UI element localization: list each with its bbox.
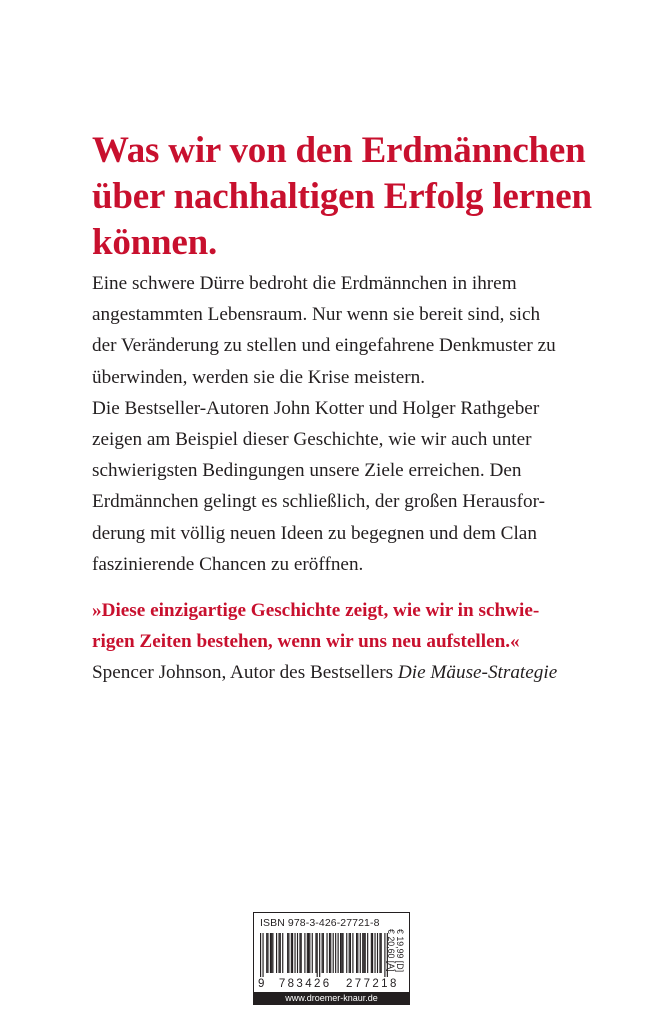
barcode-bar [363, 933, 364, 973]
isbn-label: ISBN 978-3-426-27721-8 [260, 917, 380, 929]
attribution-book-title: Die Mäuse-Strategie [397, 662, 558, 684]
barcode-bar [346, 933, 347, 973]
barcode-bar [352, 933, 353, 973]
barcode-bar [294, 933, 295, 973]
barcode-bar [262, 933, 263, 977]
barcode-icon [260, 933, 388, 977]
barcode-bar [365, 933, 366, 973]
barcode-bar [335, 933, 336, 973]
barcode-bar [301, 933, 302, 973]
barcode-bar [350, 933, 351, 973]
price-austria: € 20,60 [A] [386, 929, 396, 972]
barcode-bar [356, 933, 357, 973]
quote-line: rigen Zeiten bestehen, wenn wir uns neu aufstellen.« [92, 631, 520, 653]
barcode-bar [323, 933, 324, 973]
blurb-line: faszinierende Chancen zu eröffnen. [92, 553, 364, 575]
barcode-bar [297, 933, 298, 973]
barcode-bar [367, 933, 368, 973]
barcode-bar [381, 933, 382, 973]
blurb [92, 268, 612, 580]
barcode-bar [338, 933, 339, 973]
blurb-line: derung mit völlig neuen Ideen zu begegnen und dem Clan [92, 522, 537, 544]
headline-line: können. [92, 222, 218, 263]
barcode-bar [341, 933, 342, 973]
barcode-bar [271, 933, 272, 973]
barcode-bar [309, 933, 310, 973]
quote-line: »Diese einzigartige Geschichte zeigt, wie wir in schwie- [92, 600, 540, 621]
barcode-bar [377, 933, 378, 973]
blurb-line: Erdmännchen gelingt es schließlich, der großen Herausfor- [92, 491, 546, 513]
barcode-bar [288, 933, 289, 973]
barcode-digit-group-right: 277218 [346, 978, 399, 990]
barcode-bar [267, 933, 268, 973]
attribution-author: Spencer Johnson, Autor des Bestsellers [92, 662, 398, 684]
barcode-bar [372, 933, 373, 973]
barcode-bar [360, 933, 361, 973]
barcode-bar [280, 933, 281, 973]
barcode-bar [340, 933, 341, 973]
barcode-bar [276, 933, 277, 973]
barcode-bar [349, 933, 350, 973]
barcode-bar [292, 933, 293, 973]
barcode-bar [287, 933, 288, 973]
barcode-bar [333, 933, 334, 973]
barcode-bar [315, 933, 316, 973]
price-germany: € 19,99 [D] [395, 929, 405, 973]
blurb-line: angestammten Lebensraum. Nur wenn sie bereit sind, sich [92, 304, 541, 326]
price-labels [386, 929, 408, 989]
barcode-bar [326, 933, 327, 973]
blurb-line: schwierigsten Bedingungen unsere Ziele erreichen. Den [92, 460, 522, 482]
barcode-bar [329, 933, 330, 973]
publisher-website: www.droemer-knaur.de [254, 992, 409, 1004]
barcode-bar [299, 933, 300, 973]
barcode-bar [272, 933, 273, 973]
barcode-bar [308, 933, 309, 973]
barcode-bar [342, 933, 343, 973]
barcode-bar [379, 933, 380, 973]
barcode-bar [260, 933, 261, 977]
blurb-line: zeigen am Beispiel dieser Geschichte, wie wir auch unter [92, 429, 532, 451]
headline-line: Was wir von den Erdmännchen [92, 130, 586, 171]
quote-attribution [92, 657, 612, 688]
barcode-digit-group-left: 783426 [278, 978, 332, 990]
blurb-line: überwinden, werden sie die Krise meistern. [92, 366, 426, 388]
barcode-bar [270, 933, 271, 973]
barcode-bar [319, 933, 320, 977]
review-quote [92, 595, 612, 689]
blurb-line: der Veränderung zu stellen und eingefahrene Denkmuster zu [92, 335, 556, 357]
barcode-bar [371, 933, 372, 973]
barcode-bar [312, 933, 313, 973]
barcode-bar [304, 933, 305, 973]
blurb-line: Eine schwere Dürre bedroht die Erdmännchen in ihrem [92, 273, 517, 294]
barcode-bar [278, 933, 279, 973]
barcode-digits [258, 978, 399, 990]
barcode-bar [282, 933, 283, 973]
barcode-bar [330, 933, 331, 973]
barcode-bar [357, 933, 358, 973]
barcode-bar [266, 933, 267, 973]
blurb-line: Die Bestseller-Autoren John Kotter und Holger Rathgeber [92, 397, 540, 419]
headline-line: über nachhaltigen Erfolg lernen [92, 176, 592, 217]
barcode-box [253, 912, 410, 1005]
barcode-bar [307, 933, 308, 973]
barcode-bar [317, 933, 318, 977]
barcode-bar [291, 933, 292, 973]
barcode-bar [322, 933, 323, 973]
barcode-bar [362, 933, 363, 973]
barcode-bar [374, 933, 375, 973]
headline [92, 128, 632, 266]
barcode-digit-first: 9 [258, 978, 265, 990]
